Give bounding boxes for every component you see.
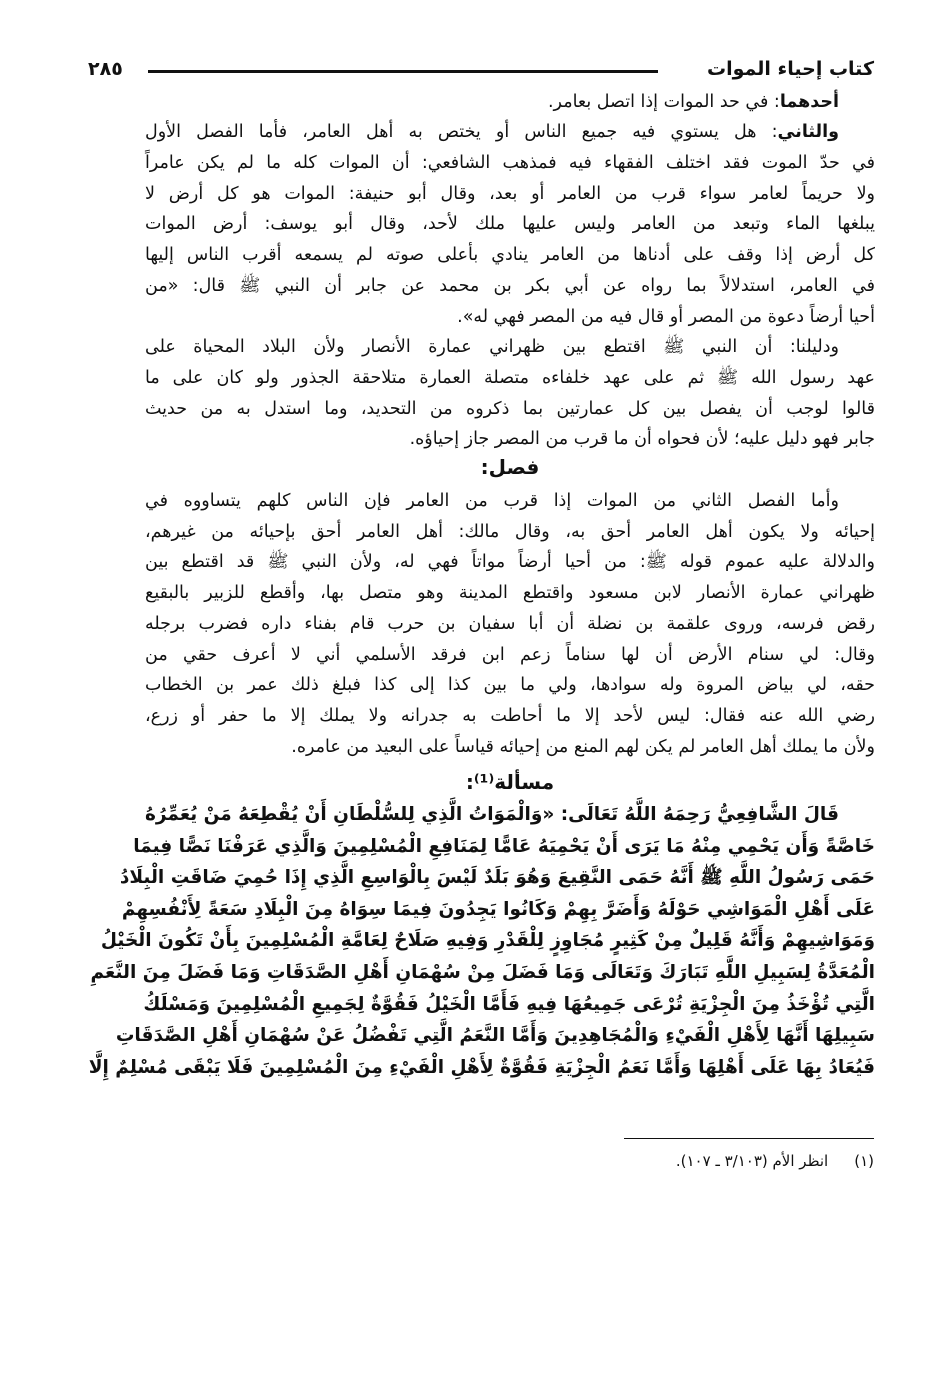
- text-line: حقه، لي بياض المروة وله سوادها، ولي ما بين كذا إلى كذا فبلغ ذلك عمر بن الخطاب: [145, 675, 875, 696]
- text-line: فَيُعَادُ بِهَا عَلَى أَهْلِهَا وَأَمَّا نَعَمُ الْجِزْيَةِ فَقُوَّةٌ لِأَهْلِ الْفَيْءِ مِنَ الْمُسْلِمِينَ فَلَا يَبْقَى مُسْلِمٌ إِلَّا: [88, 1056, 875, 1078]
- book-title: كتاب إحياء الموات: [707, 58, 874, 80]
- footnote-text: انظر الأم (٣/١٠٣ ـ ١٠٧).: [675, 1152, 829, 1170]
- text-line: إحيائه ولا يكون أهل العامر أحق به، وقال مالك: أهل العامر أحق بإحيائه من غيرهم،: [145, 521, 875, 542]
- text-line: [145, 117, 875, 147]
- text-line: ولأن ما يملك أهل العامر لم يكن لهم المنع من إحيائه قياساً على البعيد من عامره.: [291, 736, 875, 757]
- text-line: في حدّ الموت فقد اختلف الفقهاء فيه فمذهب الشافعي: أن الموات كله ما لم يكن عامراً: [145, 153, 875, 173]
- footnote: [676, 1152, 874, 1170]
- page-number: ٢٨٥: [88, 58, 123, 80]
- text-line: قَالَ الشَّافِعِيُّ رَحِمَهُ اللَّهُ تَعَالَى: «وَالْمَوَاتُ الَّذِي لِلسُّلْطَانِ أَنْ يُقْطِعَهُ مَنْ يُعَمِّرُهُ: [145, 804, 839, 825]
- text-line: يبلغها الماء وتبعد من العامر وليس عليها ملك لأحد، وقال أبو يوسف: أرض الموات: [145, 214, 875, 235]
- line-text: : هل يستوي فيه جميع الناس أو يختص به أهل العامر، فأما الفصل الأول: [145, 122, 778, 142]
- text-line: سَبِيلِهَا أَنَّهَا لِأَهْلِ الْفَيْءِ وَالْمُجَاهِدِينَ وَأَمَّا النَّعَمُ الَّتِي تَفْضُلُ عَنْ سُهْمَانِ أَهْلِ الصَّدَقَاتِ: [115, 1025, 875, 1047]
- text-line: الَّتِي تُؤْخَذُ مِنَ الْجِزْيَةِ تُرْعَى جَمِيعُهَا فِيهِ فَأَمَّا الْخَيْلُ فَقُوَّةٌ لِجَمِيعِ الْمُسْلِمِينَ وَمَسْلَكُ: [143, 993, 875, 1015]
- text-line: الْمُعَدَّةُ لِسَبِيلِ اللَّهِ تَبَارَكَ وَتَعَالَى وَمَا فَضَلَ مِنْ سُهْمَانِ أَهْلِ الصَّدَقَاتِ وَمَا فَضَلَ مِنَ النَّعَمِ: [90, 962, 875, 983]
- lead-word: أحدهما: [779, 92, 839, 112]
- text-line: خَاصَّةً وَأَن يَحْمِي مِنْهُ مَا يَرَى أَنْ يَحْمِيَهُ عَامًّا لِمَنَافِعِ الْمُسْلِمِينَ وَالَّذِي عَرَفْنَا نَصًّا فِيمَا: [133, 835, 875, 857]
- line-text: : في حد الموات إذا اتصل بعامر.: [547, 92, 780, 112]
- lead-word: والثاني: [777, 122, 839, 142]
- text-line: رضي الله عنه فقال: ليس لأحد إلا ما أحاطت به جدرانه ولا يملك إلا ما حفر أو زرع،: [145, 705, 875, 726]
- text-line: أحيا أرضاً دعوة من المصر أو قال فيه من المصر فهي له».: [457, 306, 875, 327]
- text-line: عَلَى أَهْلِ الْمَوَاشِي حَوْلَهُ وَأَضَرَّ بِهِمْ وَكَانُوا يَجِدُونَ فِيمَا سِوَاهُ مِنَ الْبِلَادِ سَعَةً لِأَنْفُسِهِمْ: [121, 898, 875, 920]
- text-line: ودليلنا: أن النبي ﷺ اقتطع بين ظهراني عمارة الأنصار ولأن البلاد المحياة على: [145, 337, 839, 358]
- section-heading: فصل:: [480, 455, 540, 479]
- text-line: وَمَوَاشِيهِمْ وَأَنَّهُ قَلِيلٌ مِنْ كَثِيرٍ مُجَاوِزٍ لِلْقَدْرِ وَفِيهِ صَلَاحٌ لِعَامَّةِ الْمُسْلِمِينَ بِأَنْ تَكُونَ الْخَيْلُ: [100, 930, 875, 952]
- footnote-rule: [624, 1138, 874, 1139]
- text-line: وأما الفصل الثاني من الموات إذا قرب من العامر فإن الناس كلهم يتساووه في: [145, 491, 839, 511]
- text-line: كل أرض إذا وقف على أدناها من العامر ينادي بأعلى صوته لم يسمعه أقرب الناس إليها: [145, 245, 875, 266]
- text-line: جابر فهو دليل عليه؛ لأن فحواه أن ما قرب من المصر جاز إحياؤه.: [409, 429, 875, 450]
- text-line: رقض فرسه، وروى علقمة بن نضلة أن أبا سفيان بن حرب قام بفناء داره فضرب برجله: [145, 613, 875, 634]
- section-heading: مسألة⁽¹⁾:: [465, 770, 555, 794]
- text-line: في العامر، استدلالاً بما رواه عن أبي بكر بن محمد عن جابر أن النبي ﷺ قال: «من: [145, 275, 875, 296]
- text-line: [145, 87, 875, 117]
- text-line: حَمَى رَسُولُ اللَّهِ ﷺ أَنَّهُ حَمَى النَّقِيعَ وَهُوَ بَلَدٌ لَيْسَ بِالْوَاسِعِ الَّذِي إِذَا حُمِيَ ضَاقَتِ الْبِلَادُ: [119, 867, 875, 889]
- text-line: ظهراني عمارة الأنصار لابن مسعود واقتطع المدينة وهو متصل بها، وأقطع للزبير بالبقيع: [145, 583, 875, 604]
- text-line: وقال: لي سنام الأرض أن لها سناماً زعم ابن فرقد الأسلمي أني لا أعرف حقي من: [145, 644, 875, 665]
- text-line: قالوا لوجب أن يفصل بين كل عمارتين بما ذكروه من التحديد، وما استدل به من حديث: [145, 398, 875, 419]
- header-rule: [148, 70, 658, 73]
- text-line: عهد رسول الله ﷺ ثم على عهد خلفاءه متصلة العمارة متلاحقة الجذور ولو كان على ما: [145, 367, 875, 388]
- text-line: والدلالة عليه عموم قوله ﷺ: من أحيا أرضاً مواتاً فهي له، ولأن النبي ﷺ قد اقتطع بين: [145, 552, 875, 573]
- footnote-number: (١): [854, 1152, 874, 1170]
- text-line: ولا حريماً لعامر سواء قرب من العامر أو بعد، وقال أبو حنيفة: الموات هو كل أرض لا: [145, 183, 875, 204]
